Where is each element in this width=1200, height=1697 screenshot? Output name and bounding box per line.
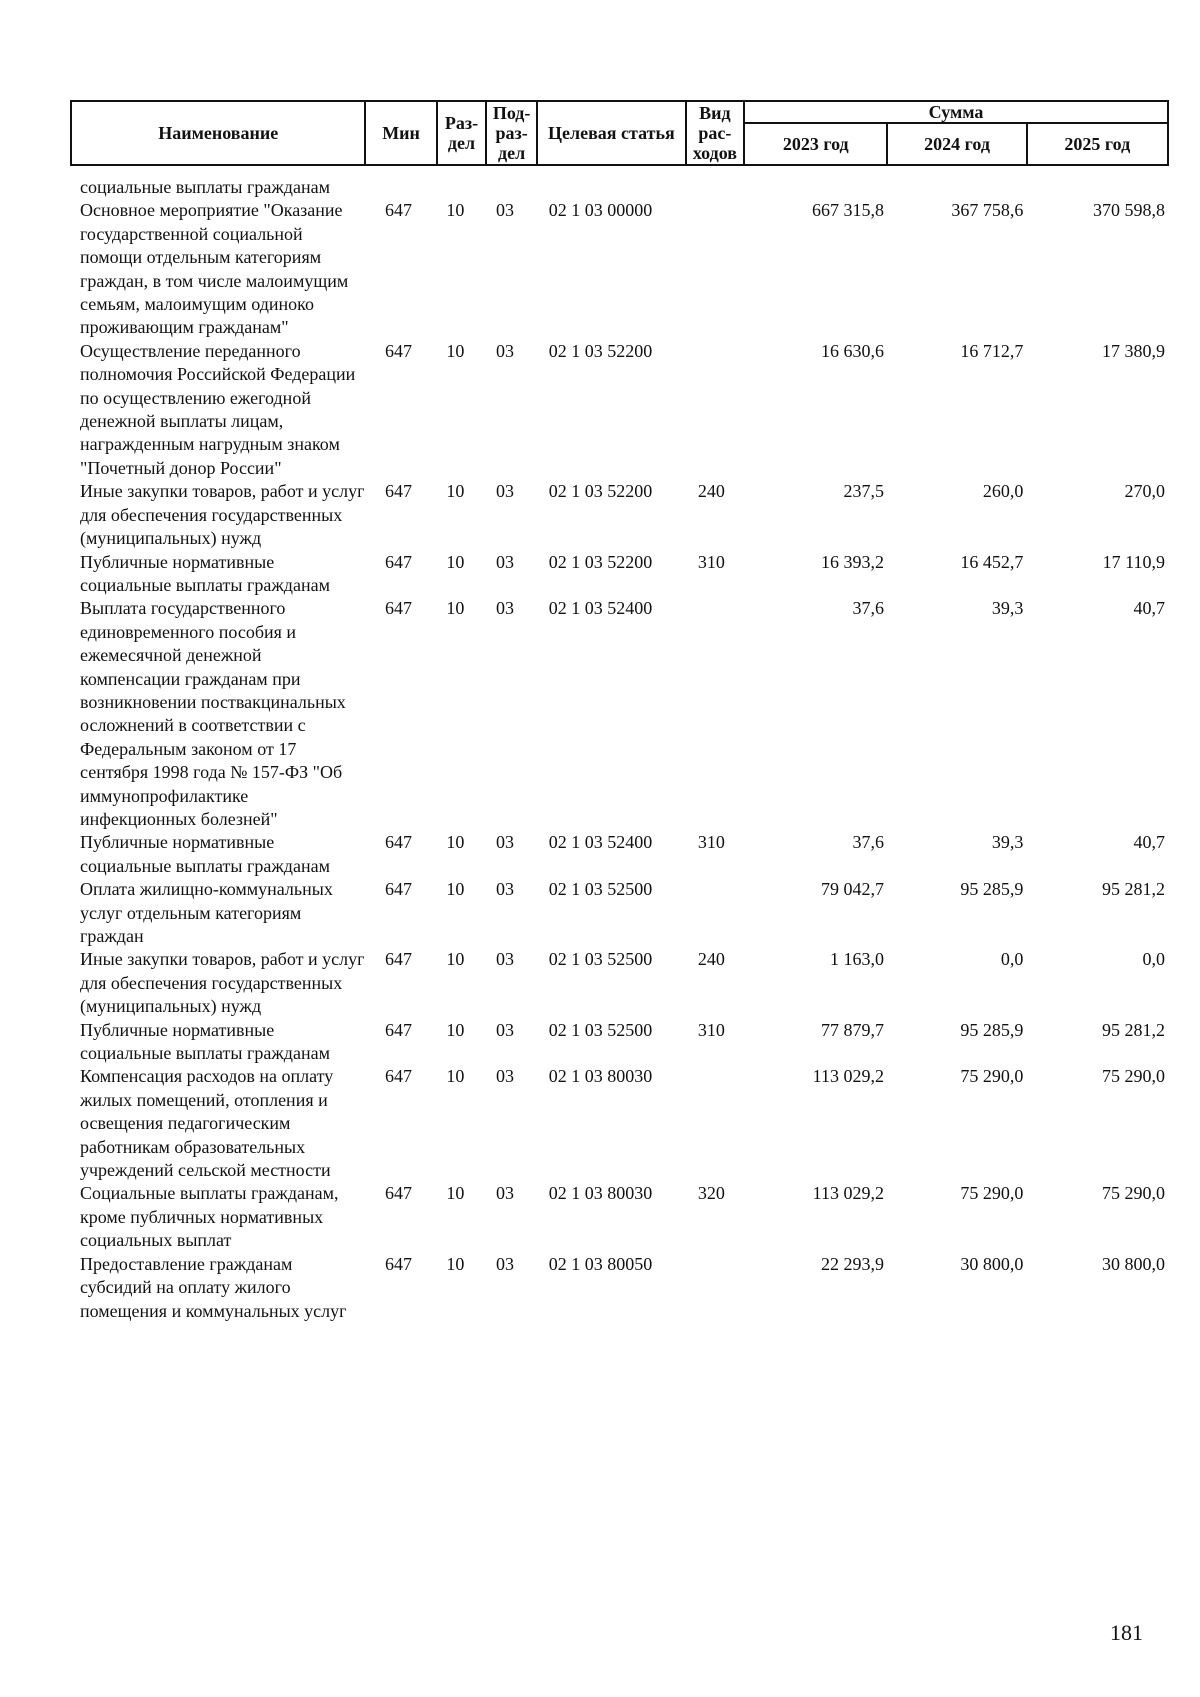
row-name: Публичные нормативные социальные выплаты гражданам xyxy=(80,1019,330,1064)
row-min: 647 xyxy=(385,1066,412,1087)
row-podrazdel: 03 xyxy=(496,551,515,572)
row-name: Иные закупки товаров, работ и услуг для обеспечения государственных (муниципальных) нужд xyxy=(80,481,365,549)
row-min: 647 xyxy=(385,1019,412,1040)
row-vid-rashodov xyxy=(686,597,744,831)
row-sum-2024: 367 758,6 xyxy=(951,200,1024,221)
row-sum-2024: 260,0 xyxy=(982,481,1024,502)
row-razdel: 10 xyxy=(446,1253,465,1274)
row-sum-2025: 75 290,0 xyxy=(1102,1183,1165,1204)
row-min: 647 xyxy=(385,200,412,221)
row-celevaya-statya: 02 1 03 80030 xyxy=(548,1066,653,1087)
row-sum-2025: 17 110,9 xyxy=(1102,551,1165,572)
row-sum-2024: 39,3 xyxy=(991,832,1024,853)
row-podrazdel: 03 xyxy=(496,1019,515,1040)
row-celevaya-statya xyxy=(537,176,686,199)
row-sum-2024 xyxy=(888,176,1027,199)
row-name: социальные выплаты гражданам xyxy=(80,177,330,197)
row-sum-2024: 95 285,9 xyxy=(960,879,1024,900)
row-razdel: 10 xyxy=(446,481,465,502)
row-sum-2025: 40,7 xyxy=(1133,832,1165,853)
row-razdel: 10 xyxy=(446,551,465,572)
row-name: Социальные выплаты гражданам, кроме публичных нормативных социальных выплат xyxy=(80,1183,339,1251)
row-min: 647 xyxy=(385,832,412,853)
page-number: 181 xyxy=(1110,1620,1143,1645)
row-vid-rashodov xyxy=(686,199,744,339)
row-sum-2023: 37,6 xyxy=(852,832,884,853)
header-2024: 2024 год xyxy=(887,123,1026,165)
row-celevaya-statya: 02 1 03 52500 xyxy=(548,879,653,900)
row-sum-2025: 75 290,0 xyxy=(1102,1066,1165,1087)
row-name: Основное мероприятие "Оказание государственной социальной помощи отдельным категориям граждан, в том числе малоимущим семьям, малоимущим одиноко проживающим гражданам" xyxy=(80,200,349,338)
header-razdel: Раз- дел xyxy=(437,101,487,165)
row-celevaya-statya: 02 1 03 52200 xyxy=(548,340,653,361)
table-row xyxy=(70,878,1169,948)
table-row xyxy=(70,1019,1169,1066)
row-min: 647 xyxy=(385,879,412,900)
row-name: Публичные нормативные социальные выплаты гражданам xyxy=(80,832,330,876)
row-sum-2023: 77 879,7 xyxy=(820,1019,884,1040)
table-row xyxy=(70,1065,1169,1182)
row-sum-2024: 75 290,0 xyxy=(960,1183,1024,1204)
row-podrazdel: 03 xyxy=(496,1183,515,1204)
header-min: Мин xyxy=(365,101,436,165)
row-min: 647 xyxy=(385,598,412,619)
table-row xyxy=(70,597,1169,831)
row-celevaya-statya: 02 1 03 52500 xyxy=(548,949,653,970)
row-sum-2024: 16 452,7 xyxy=(960,551,1024,572)
row-sum-2023: 16 393,2 xyxy=(820,551,884,572)
row-min xyxy=(365,176,436,199)
row-name: Публичные нормативные социальные выплаты гражданам xyxy=(80,551,330,595)
row-razdel: 10 xyxy=(446,1019,465,1040)
row-celevaya-statya: 02 1 03 52400 xyxy=(548,832,653,853)
row-sum-2023: 237,5 xyxy=(843,481,884,502)
row-vid-rashodov: 240 xyxy=(697,949,725,970)
row-min: 647 xyxy=(385,551,412,572)
header-name: Наименование xyxy=(71,101,365,165)
table-row xyxy=(70,199,1169,339)
row-sum-2023: 667 315,8 xyxy=(811,200,884,221)
row-sum-2024: 75 290,0 xyxy=(960,1066,1024,1087)
header-2023: 2023 год xyxy=(744,123,887,165)
table-row xyxy=(70,948,1169,1018)
row-sum-2024: 0,0 xyxy=(1000,949,1024,970)
row-sum-2023: 113 029,2 xyxy=(812,1066,884,1087)
row-sum-2025: 270,0 xyxy=(1124,481,1165,502)
row-min: 647 xyxy=(385,1183,412,1204)
row-sum-2025: 17 380,9 xyxy=(1102,340,1165,361)
table-row xyxy=(70,480,1169,550)
row-vid-rashodov xyxy=(686,176,744,199)
header-2025: 2025 год xyxy=(1027,123,1168,165)
row-vid-rashodov: 240 xyxy=(697,481,725,502)
row-podrazdel: 03 xyxy=(496,200,515,221)
table-row xyxy=(70,340,1169,480)
row-razdel: 10 xyxy=(446,340,465,361)
row-podrazdel: 03 xyxy=(496,598,515,619)
row-sum-2025: 95 281,2 xyxy=(1102,879,1165,900)
row-podrazdel: 03 xyxy=(496,879,515,900)
row-podrazdel: 03 xyxy=(496,949,515,970)
row-name: Оплата жилищно-коммунальных услуг отдельным категориям граждан xyxy=(80,879,333,946)
row-sum-2025: 40,7 xyxy=(1133,598,1165,619)
row-razdel: 10 xyxy=(446,1183,465,1204)
row-celevaya-statya: 02 1 03 80050 xyxy=(548,1253,653,1274)
row-name: Компенсация расходов на оплату жилых помещений, отопления и освещения педагогическим работникам образовательных учреждений сельской местности xyxy=(80,1066,334,1181)
row-celevaya-statya: 02 1 03 52200 xyxy=(548,551,653,572)
row-razdel: 10 xyxy=(446,879,465,900)
row-sum-2023: 79 042,7 xyxy=(820,879,884,900)
row-min: 647 xyxy=(385,340,412,361)
row-min: 647 xyxy=(385,1253,412,1274)
row-sum-2025: 0,0 xyxy=(1142,949,1165,970)
row-sum-2024: 95 285,9 xyxy=(960,1019,1024,1040)
row-razdel xyxy=(436,176,486,199)
row-name: Предоставление гражданам субсидий на оплату жилого помещения и коммунальных услуг xyxy=(80,1253,347,1321)
row-min: 647 xyxy=(385,949,412,970)
header-celevaya-statya: Целевая статья xyxy=(537,101,686,165)
table-header xyxy=(70,100,1169,166)
row-vid-rashodov xyxy=(686,1065,744,1182)
row-razdel: 10 xyxy=(446,949,465,970)
row-sum-2023: 113 029,2 xyxy=(812,1183,884,1204)
row-vid-rashodov: 310 xyxy=(697,1019,725,1040)
row-podrazdel: 03 xyxy=(496,1066,515,1087)
row-podrazdel: 03 xyxy=(496,832,515,853)
row-celevaya-statya: 02 1 03 52500 xyxy=(548,1019,653,1040)
row-sum-2025: 30 800,0 xyxy=(1102,1253,1165,1274)
row-sum-2024: 39,3 xyxy=(991,598,1024,619)
row-podrazdel xyxy=(486,176,537,199)
row-sum-2023 xyxy=(744,176,888,199)
row-celevaya-statya: 02 1 03 00000 xyxy=(548,200,653,221)
table-row xyxy=(70,176,1169,199)
row-vid-rashodov: 310 xyxy=(697,551,725,572)
row-vid-rashodov xyxy=(686,878,744,948)
row-podrazdel: 03 xyxy=(496,481,515,502)
table-row xyxy=(70,551,1169,598)
row-sum-2025: 95 281,2 xyxy=(1102,1019,1165,1040)
row-sum-2023: 22 293,9 xyxy=(820,1253,884,1274)
row-celevaya-statya: 02 1 03 52400 xyxy=(548,598,653,619)
row-podrazdel: 03 xyxy=(496,1253,515,1274)
header-vid-rashodov: Вид рас- ходов xyxy=(686,101,744,165)
row-sum-2024: 16 712,7 xyxy=(960,340,1024,361)
row-vid-rashodov xyxy=(686,1253,744,1323)
row-sum-2023: 1 163,0 xyxy=(829,949,884,970)
row-razdel: 10 xyxy=(446,598,465,619)
table-row xyxy=(70,1182,1169,1252)
header-summa: Сумма xyxy=(744,101,1168,123)
row-razdel: 10 xyxy=(446,200,465,221)
row-podrazdel: 03 xyxy=(496,340,515,361)
row-vid-rashodov xyxy=(686,340,744,480)
row-razdel: 10 xyxy=(446,832,465,853)
row-sum-2024: 30 800,0 xyxy=(960,1253,1024,1274)
row-name: Иные закупки товаров, работ и услуг для обеспечения государственных (муниципальных) нужд xyxy=(80,949,365,1017)
row-name: Осуществление переданного полномочия Российской Федерации по осуществлению ежегодной денежной выплаты лицам, награжденным нагрудным знаком "Почетный донор России" xyxy=(80,340,356,478)
row-razdel: 10 xyxy=(446,1066,465,1087)
row-sum-2023: 37,6 xyxy=(852,598,884,619)
row-celevaya-statya: 02 1 03 52200 xyxy=(548,481,653,502)
row-vid-rashodov: 310 xyxy=(697,832,725,853)
row-min: 647 xyxy=(385,481,412,502)
table-row xyxy=(70,831,1169,878)
row-sum-2025: 370 598,8 xyxy=(1093,200,1165,221)
table-row xyxy=(70,1253,1169,1323)
row-sum-2023: 16 630,6 xyxy=(820,340,884,361)
budget-table xyxy=(70,176,1169,1323)
header-podrazdel: Под- раз- дел xyxy=(486,101,537,165)
row-celevaya-statya: 02 1 03 80030 xyxy=(548,1183,653,1204)
row-sum-2025 xyxy=(1027,176,1169,199)
row-name: Выплата государственного единовременного пособия и ежемесячной денежной компенсации гражданам при возникновении поствакцинальных осложнений в соответствии с Федеральным законом от 17 сентября 1998 года № 157-ФЗ "Об иммунопрофилактике инфекционных болезней" xyxy=(80,598,346,829)
row-vid-rashodov: 320 xyxy=(697,1183,725,1204)
